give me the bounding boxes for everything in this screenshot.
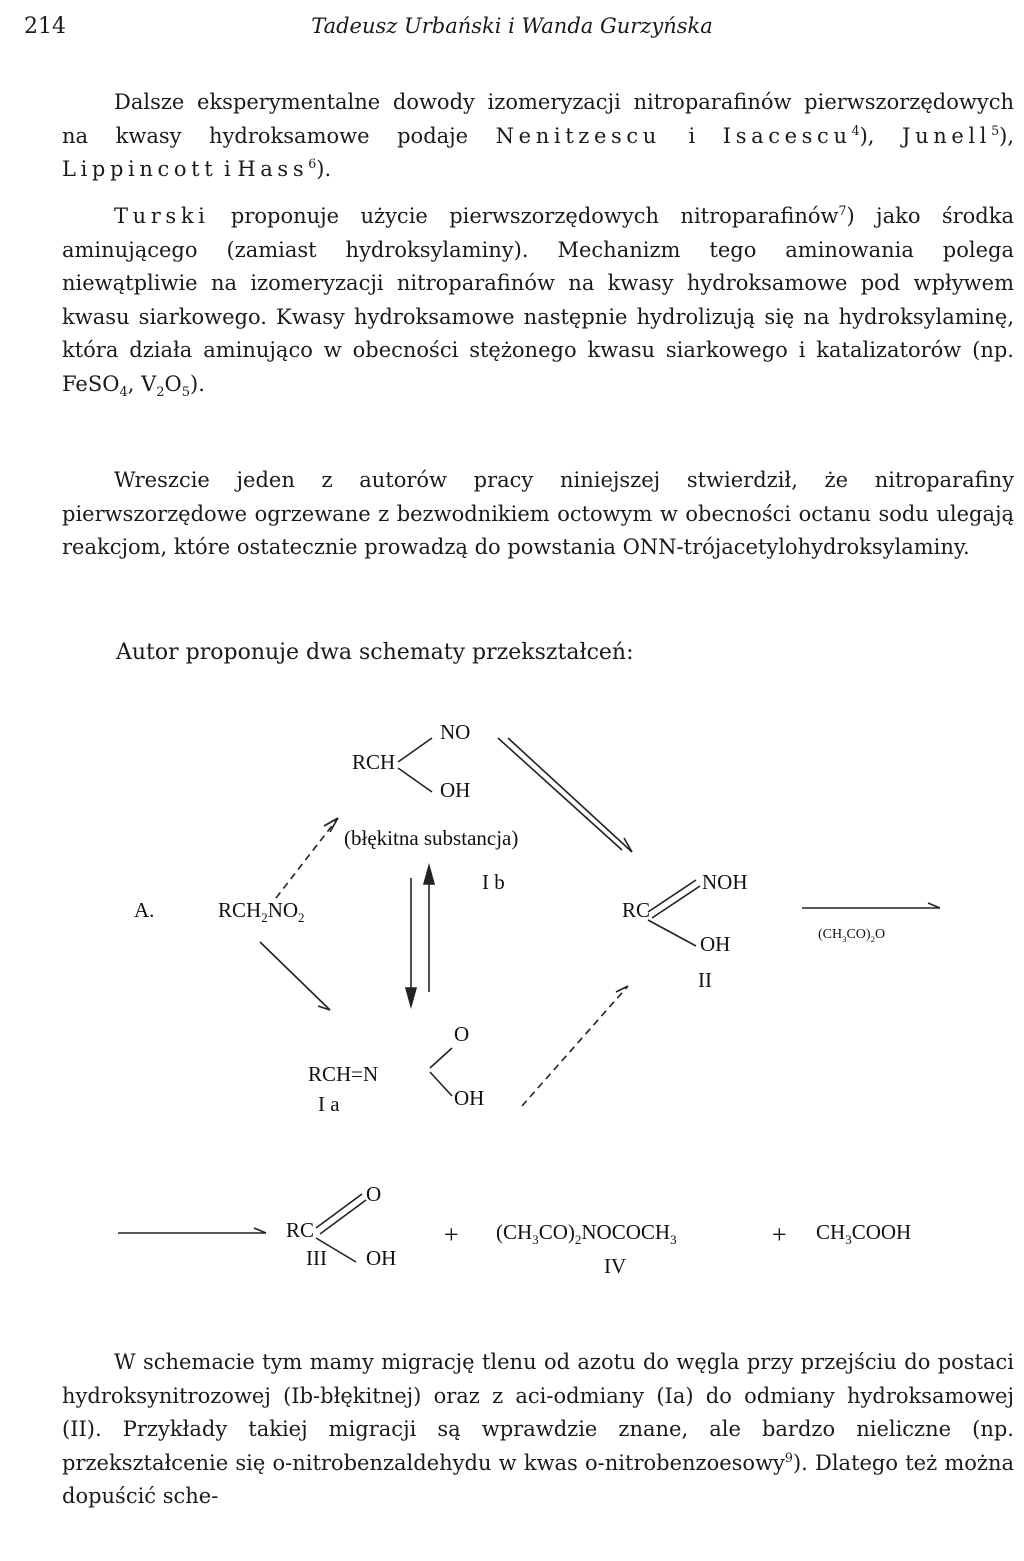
- p2-text: O: [164, 371, 182, 396]
- author-isacescu: Isacescu: [722, 123, 852, 148]
- label-ia: I a: [318, 1092, 340, 1116]
- p4-text: ). Dlatego też można dopuścić sche-: [62, 1450, 1014, 1508]
- label-ib: I b: [482, 870, 505, 894]
- author-lippincott: Lippincott: [62, 157, 218, 181]
- paragraph-3: Wreszcie jeden z autorów pracy niniejszej stwierdził, że nitroparafiny pierwszorzędowe ogrzewane z bezwodnikiem octowym w obecności octanu sodu ulegają reakcjom, które ostatecznie prowadzą do powstania ONN-trójacetylohydroksylaminy.: [62, 468, 1014, 559]
- page-number: 214: [24, 14, 66, 39]
- blue-substance-note: (błękitna substancja): [344, 826, 519, 850]
- iii-rc: RC: [286, 1218, 315, 1242]
- label-ii: II: [698, 968, 712, 992]
- p2-text: ).: [190, 371, 205, 396]
- p2-text: proponuje użycie pierwszorzędowych nitroparafinów: [209, 204, 839, 228]
- ia-rchn: RCH=N: [308, 1062, 379, 1086]
- subscript: 5: [181, 384, 191, 400]
- scheme-label-a: A.: [134, 898, 155, 922]
- acetic-anhydride: $(CH_3CO)_2O$: [818, 927, 886, 944]
- p1-text: Dalsze eksperymentalne dowody izomeryzacji nitroparafinów pierwszorzędowych na kwasy hydroksamowe podaje: [62, 90, 1014, 148]
- p1-and: i: [660, 123, 723, 148]
- scheme-intro: Autor proponuje dwa schematy przekształceń:: [116, 640, 634, 665]
- ia-o: O: [454, 1022, 470, 1046]
- subscript: 4: [119, 384, 128, 400]
- ii-oh: OH: [700, 932, 731, 956]
- author-junell: Junell: [902, 123, 992, 148]
- p1-punct: ),: [859, 123, 903, 148]
- p1-punct: ).: [316, 157, 332, 181]
- p4-text: W schemacie tym mamy migrację tlenu od azotu do węgla przy przejściu do postaci hydroksynitrozowej (Ib-błękitnej) oraz z aci-odmiany (Ia) do odmiany hydroksamowej (II). Przykłady takiej migracji są wprawdzie znane, ale bardzo nieliczne (np. przekształcenie się o-nitrobenzaldehydu w kwas o-nitrobenzoesowy: [62, 1350, 1014, 1475]
- ii-rc: RC: [622, 898, 651, 922]
- footnote-ref: 5: [991, 122, 1000, 138]
- acetic-acid: $CH_3COOH$: [816, 1220, 912, 1248]
- subscript: 2: [156, 384, 165, 400]
- label-iv: IV: [604, 1254, 627, 1278]
- ii-noh: NOH: [702, 870, 748, 894]
- p2-text: ) jako środka aminującego (zamiast hydroksylaminy). Mechanizm tego aminowania polega niewątpliwie na izomeryzacji nitroparafinów na kwasy hydroksamowe pod wpływem kwasu siarkowego. Kwasy hydroksamowe następnie hydrolizują się na hydroksylaminę, która działa aminująco w obecności stężonego kwasu siarkowego i katalizatorów (np. FeSO: [62, 204, 1014, 396]
- p1-and: i: [217, 157, 238, 181]
- label-iii: III: [306, 1246, 327, 1270]
- footnote-ref: 7: [838, 203, 847, 218]
- paragraph-4: [62, 1346, 1014, 1514]
- author-turski: Turski: [114, 204, 210, 228]
- ib-oh: OH: [440, 778, 471, 802]
- ia-oh: OH: [454, 1086, 485, 1110]
- author-hass: Hass: [237, 157, 309, 181]
- ib-no: NO: [440, 720, 471, 744]
- iii-oh: OH: [366, 1246, 397, 1270]
- footnote-ref: 4: [851, 122, 860, 138]
- p2-text: , V: [127, 371, 157, 396]
- plus-2: +: [772, 1220, 787, 1249]
- plus-1: +: [444, 1220, 459, 1249]
- running-title: Tadeusz Urbański i Wanda Gurzyńska: [311, 14, 713, 38]
- footnote-ref: 9: [784, 1449, 793, 1465]
- footnote-ref: 6: [308, 156, 317, 171]
- iii-o: O: [366, 1182, 382, 1206]
- author-nenitzescu: Nenitzescu: [495, 123, 661, 148]
- ib-rch: RCH: [352, 750, 396, 774]
- rch2no2: $RCH_2NO_2$: [218, 898, 305, 926]
- p1-punct: ),: [999, 123, 1014, 148]
- triacetyl-compound: $(CH_3CO)_2NOCOCH_3$: [496, 1220, 677, 1248]
